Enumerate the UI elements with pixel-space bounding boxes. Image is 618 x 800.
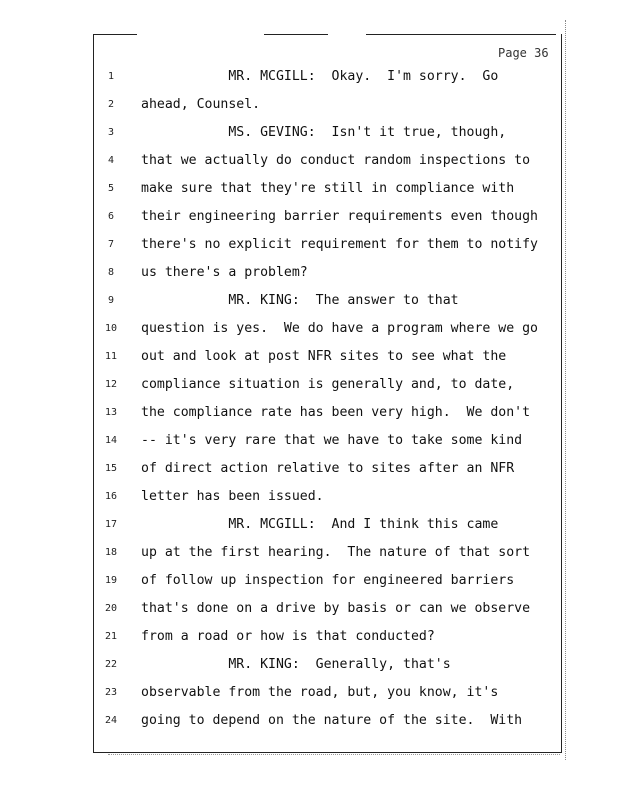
transcript-line (0, 460, 618, 482)
line-number: 6 (107, 211, 115, 222)
line-number: 3 (107, 127, 115, 138)
transcript-line (0, 404, 618, 426)
line-number: 4 (107, 155, 115, 166)
line-text: MR. MCGILL: Okay. I'm sorry. Go (141, 69, 499, 84)
line-number: 1 (107, 71, 115, 82)
line-text: of follow up inspection for engineered barriers (141, 573, 515, 588)
line-text: letter has been issued. (141, 489, 324, 504)
line-number: 12 (104, 379, 118, 390)
line-number: 16 (104, 491, 118, 502)
line-number: 8 (107, 267, 115, 278)
line-text: compliance situation is generally and, to date, (141, 377, 515, 392)
line-text: that we actually do conduct random inspections to (141, 153, 531, 168)
transcript-line (0, 236, 618, 258)
page-frame-top-segment (366, 34, 556, 35)
line-number: 22 (104, 659, 118, 670)
line-number: 21 (104, 631, 118, 642)
line-text: that's done on a drive by basis or can we observe (141, 601, 531, 616)
line-number: 23 (104, 687, 118, 698)
line-text: MR. KING: The answer to that (141, 293, 459, 308)
transcript-line (0, 292, 618, 314)
transcript-line (0, 348, 618, 370)
line-text: of direct action relative to sites after an NFR (141, 461, 515, 476)
line-text: us there's a problem? (141, 265, 308, 280)
line-text: question is yes. We do have a program where we go (141, 321, 538, 336)
transcript-line (0, 96, 618, 118)
line-text: MR. MCGILL: And I think this came (141, 517, 499, 532)
page-frame-top-segment (93, 34, 137, 35)
transcript-line (0, 684, 618, 706)
transcript-line (0, 432, 618, 454)
line-number: 2 (107, 99, 115, 110)
line-text: -- it's very rare that we have to take some kind (141, 433, 523, 448)
transcript-line (0, 572, 618, 594)
line-text: there's no explicit requirement for them to notify (141, 237, 538, 252)
line-text: out and look at post NFR sites to see what the (141, 349, 507, 364)
line-number: 15 (104, 463, 118, 474)
line-number: 9 (107, 295, 115, 306)
line-text: up at the first hearing. The nature of that sort (141, 545, 531, 560)
line-text: from a road or how is that conducted? (141, 629, 435, 644)
line-text: going to depend on the nature of the site. With (141, 713, 523, 728)
transcript-line (0, 152, 618, 174)
line-number: 20 (104, 603, 118, 614)
line-number: 7 (107, 239, 115, 250)
line-number: 5 (107, 183, 115, 194)
page-frame-top-segment (264, 34, 328, 35)
line-number: 11 (104, 351, 118, 362)
line-text: make sure that they're still in compliance with (141, 181, 515, 196)
line-text: MR. KING: Generally, that's (141, 657, 451, 672)
transcript-line (0, 208, 618, 230)
line-text: MS. GEVING: Isn't it true, though, (141, 125, 507, 140)
line-number: 18 (104, 547, 118, 558)
transcript-line (0, 712, 618, 734)
transcript-line (0, 376, 618, 398)
transcript-line (0, 656, 618, 678)
line-number: 13 (104, 407, 118, 418)
page-frame-bottom (93, 752, 562, 753)
line-number: 24 (104, 715, 118, 726)
transcript-line (0, 180, 618, 202)
line-number: 19 (104, 575, 118, 586)
transcript-line (0, 600, 618, 622)
transcript-line (0, 264, 618, 286)
transcript-line (0, 124, 618, 146)
transcript-line (0, 628, 618, 650)
line-text: the compliance rate has been very high. We don't (141, 405, 531, 420)
line-number: 14 (104, 435, 118, 446)
transcript-line (0, 544, 618, 566)
line-number: 10 (104, 323, 118, 334)
transcript-line (0, 320, 618, 342)
transcript-line (0, 68, 618, 90)
transcript-line (0, 488, 618, 510)
line-text: observable from the road, but, you know, it's (141, 685, 499, 700)
transcript-line (0, 516, 618, 538)
line-text: ahead, Counsel. (141, 97, 261, 112)
scan-bottom-noise (108, 754, 560, 757)
line-text: their engineering barrier requirements even though (141, 209, 538, 224)
line-number: 17 (104, 519, 118, 530)
page-number-label: Page 36 (498, 46, 549, 60)
